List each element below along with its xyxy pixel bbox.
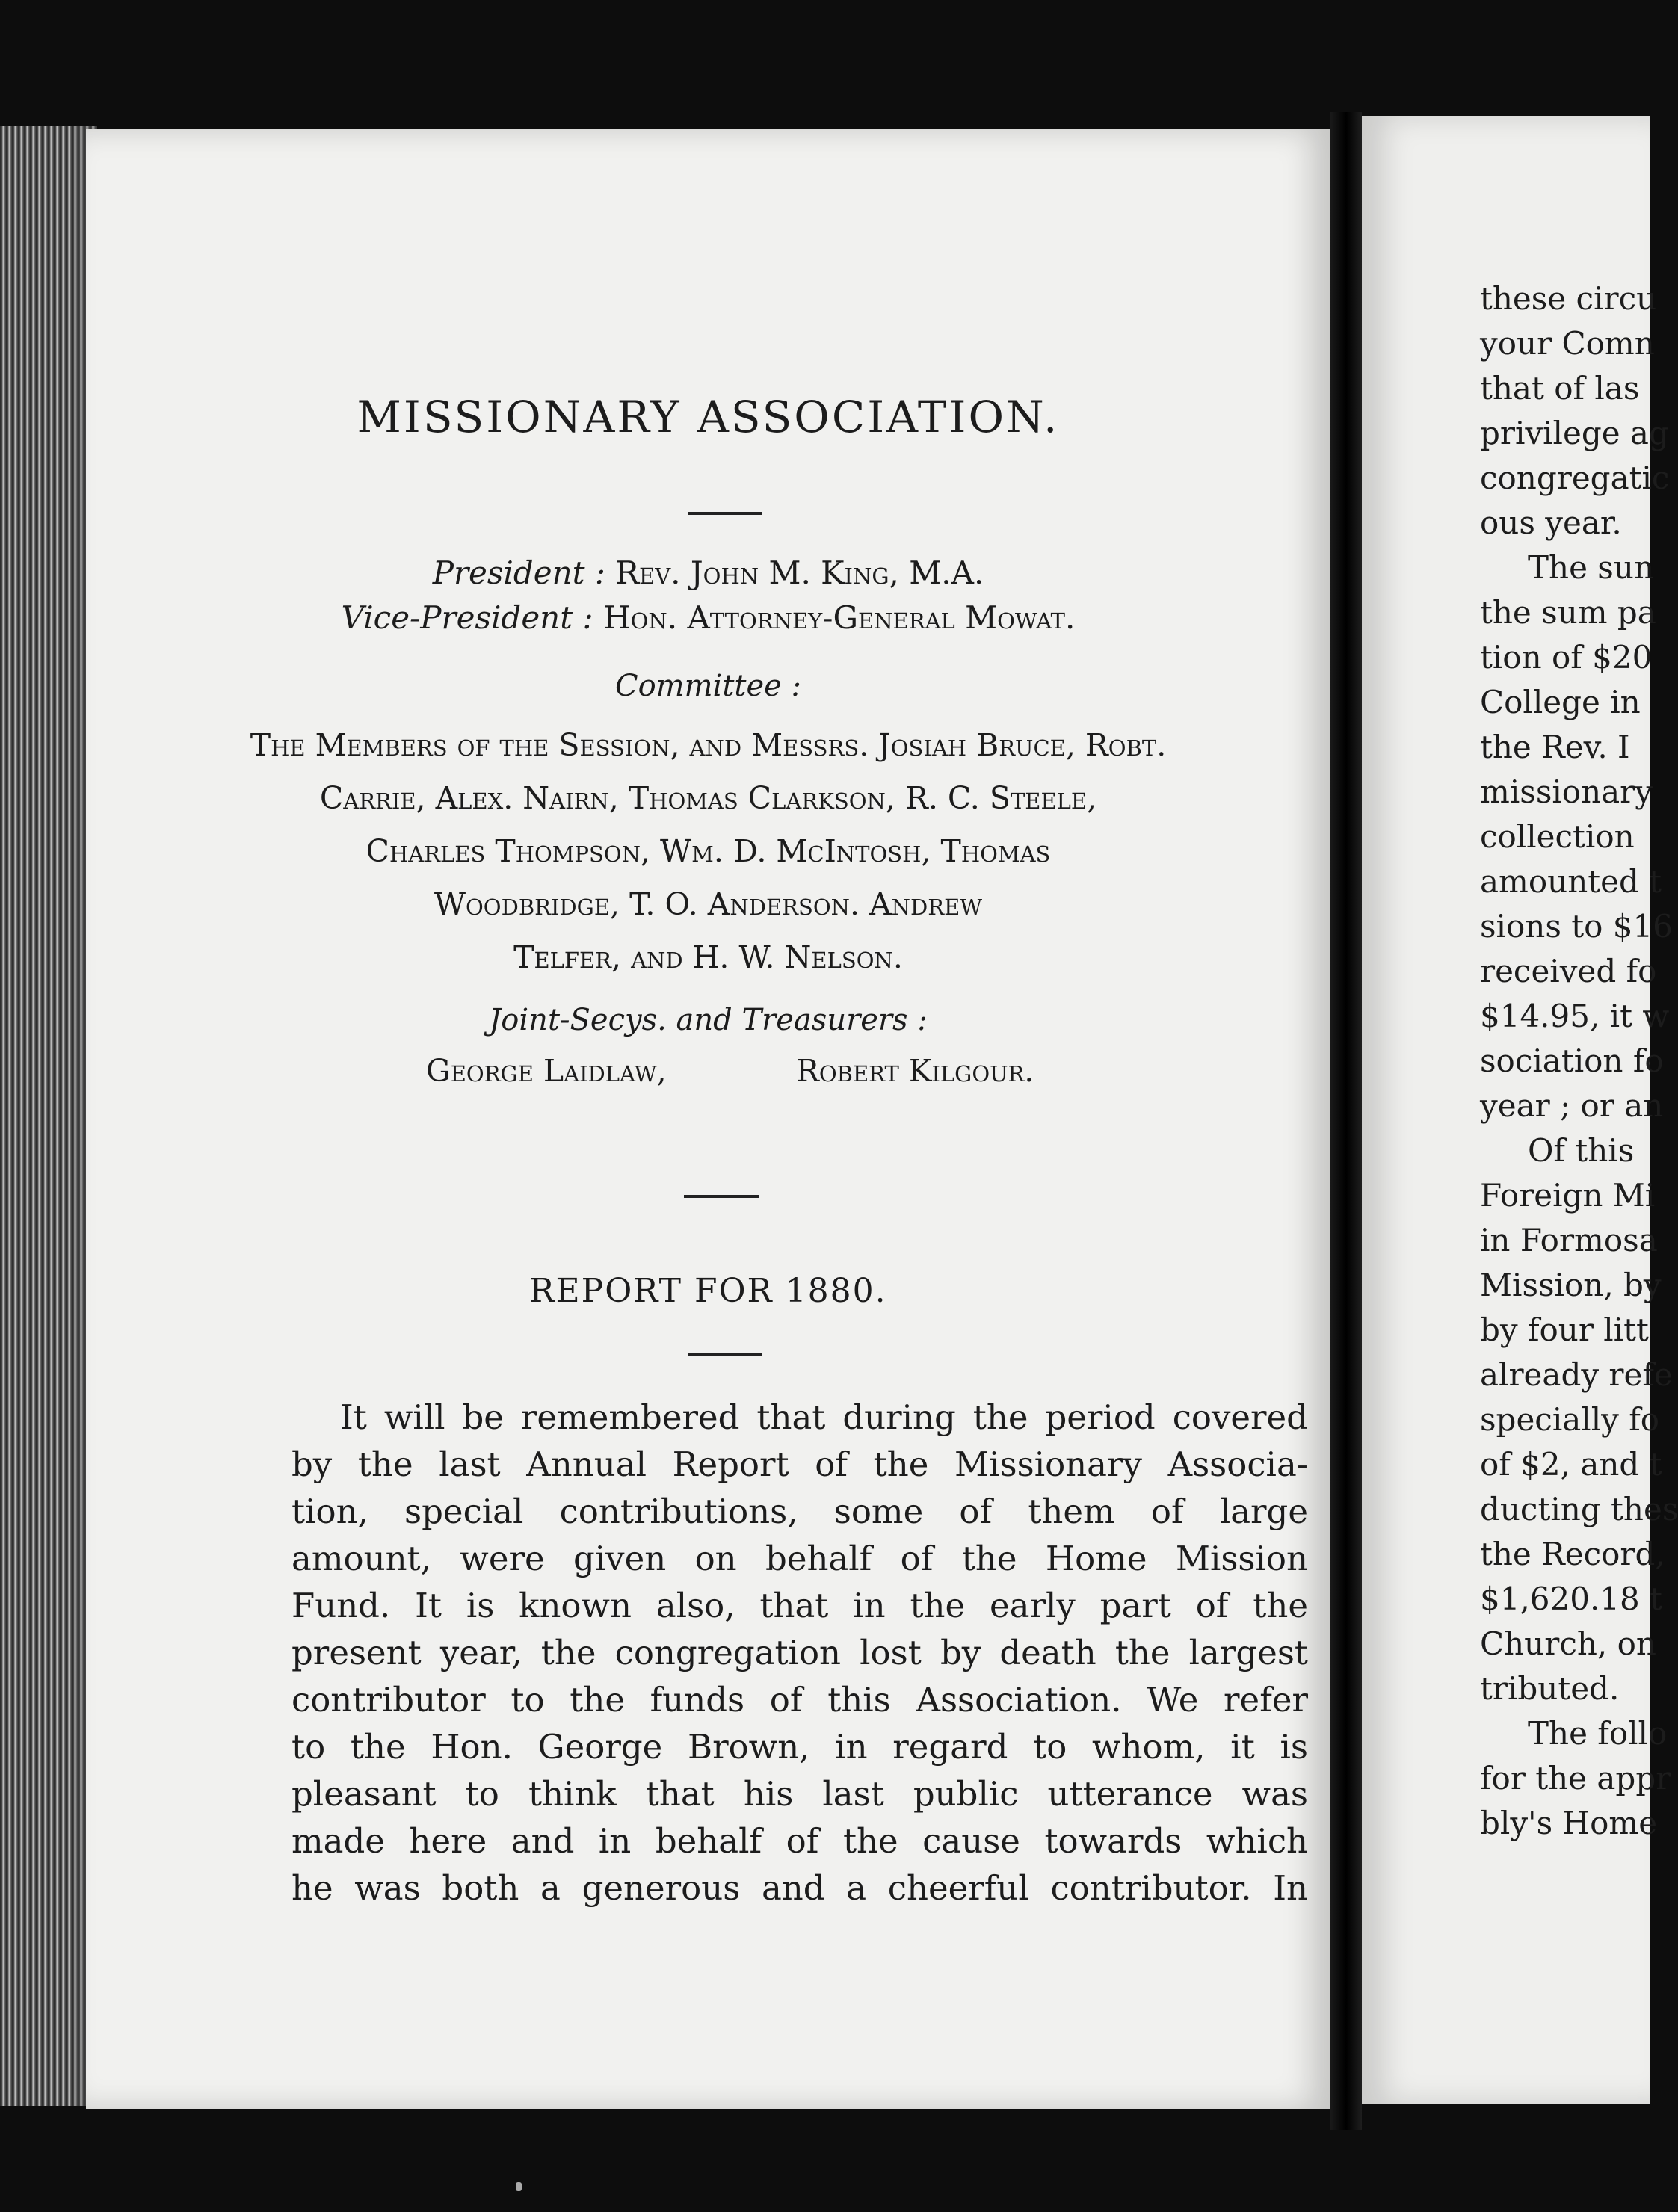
right-line: Of this: [1528, 1132, 1635, 1169]
right-line: The sun: [1528, 549, 1654, 586]
right-line: $1,620.18 t: [1480, 1581, 1662, 1617]
right-line: ducting thes: [1480, 1491, 1678, 1527]
right-line: bly's Home: [1480, 1805, 1658, 1841]
report-divider: [688, 1353, 762, 1356]
right-line: tributed.: [1480, 1670, 1620, 1707]
president-name: Rev. John M. King, M.A.: [615, 554, 984, 591]
dust-speck: [516, 2182, 522, 2191]
committee-line: Telfer, and H. W. Nelson.: [513, 939, 903, 975]
secretary-name: Robert Kilgour.: [796, 1053, 1034, 1089]
president-line: [86, 554, 1330, 591]
right-line: sociation fo: [1480, 1042, 1664, 1079]
right-line: received fo: [1480, 953, 1657, 989]
right-line: year ; or an: [1480, 1087, 1664, 1124]
president-label: President :: [432, 554, 606, 591]
body-line: to the Hon. George Brown, in regard to whom, it is: [292, 1727, 1308, 1767]
body-line: made here and in behalf of the cause towards which: [292, 1821, 1308, 1861]
right-line: ous year.: [1480, 504, 1622, 541]
body-line: It will be remembered that during the period covered: [340, 1397, 1308, 1437]
vice-president-name: Hon. Attorney-General Mowat.: [602, 599, 1076, 636]
secretaries-label: Joint-Secys. and Treasurers :: [489, 1003, 928, 1037]
committee-line: Woodbridge, T. O. Anderson. Andrew: [434, 886, 983, 922]
secretary-name: George Laidlaw,: [426, 1053, 667, 1089]
book-gutter: [1330, 112, 1362, 2130]
committee-line: The Members of the Session, and Messrs. Josiah Bruce, Robt.: [250, 727, 1167, 763]
committee-label: Committee :: [614, 669, 802, 703]
body-line: amount, were given on behalf of the Home Mission: [292, 1539, 1308, 1578]
right-line: The follo: [1528, 1715, 1668, 1752]
body-line: present year, the congregation lost by death the largest: [292, 1633, 1308, 1672]
right-line: of $2, and t: [1480, 1446, 1662, 1483]
right-line: Church, on: [1480, 1625, 1656, 1662]
right-line: the Rev. I: [1480, 729, 1630, 765]
right-line: in Formosa: [1480, 1222, 1658, 1258]
right-line: these circu: [1480, 280, 1657, 317]
vice-president-label: Vice-President :: [341, 599, 593, 636]
vice-president-line: [86, 599, 1330, 636]
body-line: by the last Annual Report of the Missionary Associa-: [292, 1445, 1308, 1484]
right-line: $14.95, it w: [1480, 998, 1670, 1034]
right-line: amounted t: [1480, 863, 1662, 900]
right-line: specially fo: [1480, 1401, 1660, 1438]
committee-line: Carrie, Alex. Nairn, Thomas Clarkson, R. C. Steele,: [319, 780, 1097, 816]
right-line: for the appr: [1480, 1760, 1671, 1797]
right-line: that of las: [1480, 370, 1640, 407]
right-line: sions to $16: [1480, 908, 1673, 945]
page-edges: [0, 126, 97, 2106]
right-page: [1362, 116, 1678, 2104]
right-line: College in: [1480, 684, 1641, 720]
report-heading: REPORT FOR 1880.: [529, 1272, 887, 1310]
body-line: pleasant to think that his last public utterance was: [292, 1774, 1308, 1814]
left-page: [86, 129, 1330, 2109]
right-line: already refe: [1480, 1356, 1673, 1393]
body-line: tion, special contributions, some of them of large: [292, 1492, 1308, 1531]
page-title: MISSIONARY ASSOCIATION.: [357, 392, 1060, 442]
right-line: congregatic: [1480, 460, 1670, 496]
committee-line: Charles Thompson, Wm. D. McIntosh, Thomas: [365, 833, 1051, 869]
right-line: the Record,: [1480, 1536, 1665, 1572]
right-line: tion of $20: [1480, 639, 1653, 676]
right-line: missionary: [1480, 773, 1653, 810]
title-divider: [688, 512, 762, 515]
right-line: the sum pa: [1480, 594, 1656, 631]
right-line: your Comn: [1480, 325, 1655, 362]
section-divider: [684, 1195, 759, 1198]
right-line: collection: [1480, 818, 1635, 855]
body-line: contributor to the funds of this Association. We refer: [292, 1680, 1308, 1720]
right-line: Mission, by: [1480, 1267, 1662, 1303]
right-line: Foreign Mi: [1480, 1177, 1656, 1214]
body-line: Fund. It is known also, that in the early part of the: [292, 1586, 1308, 1625]
right-line: by four litt: [1480, 1312, 1649, 1348]
right-line: privilege ag: [1480, 415, 1669, 451]
body-line: he was both a generous and a cheerful contributor. In: [292, 1868, 1308, 1908]
